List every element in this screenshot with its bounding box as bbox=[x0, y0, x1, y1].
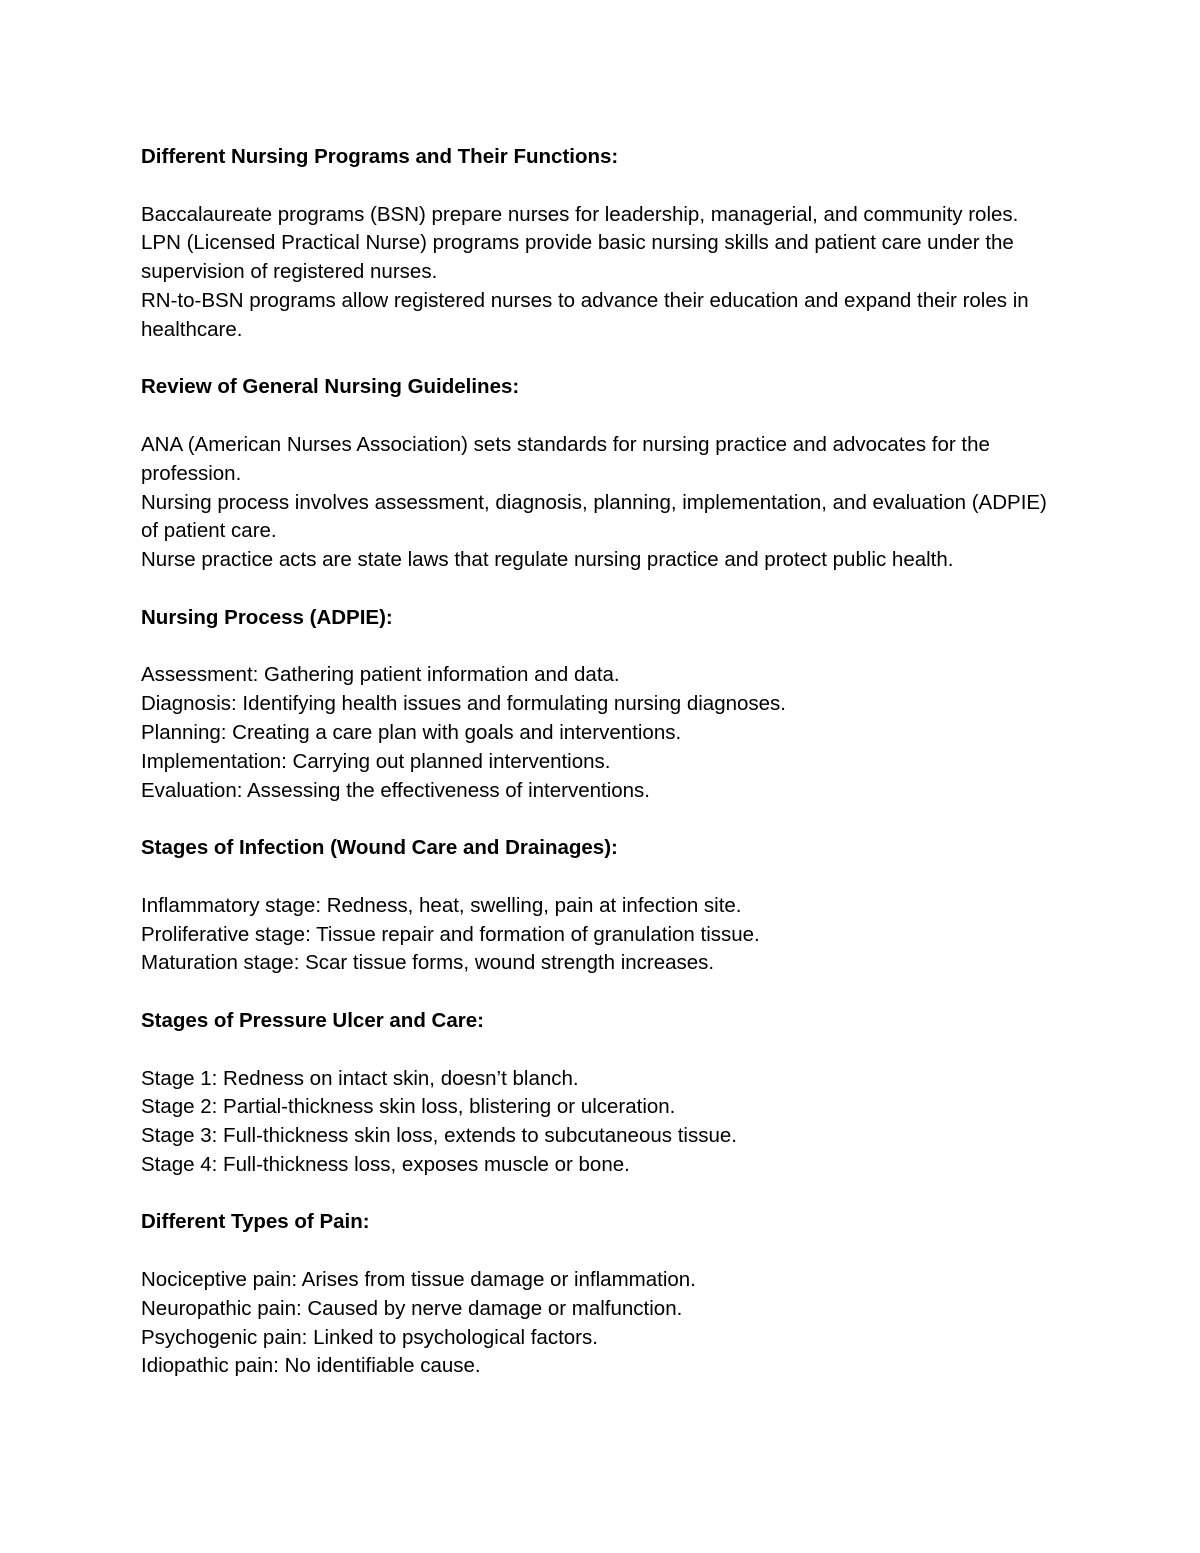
section-nursing-programs bbox=[141, 143, 1061, 345]
section-general-guidelines bbox=[141, 373, 1061, 575]
paragraph-line: Implementation: Carrying out planned interventions. bbox=[141, 749, 611, 773]
paragraph-line: Nursing process involves assessment, diagnosis, planning, implementation, and evaluation (ADPIE) of patient care. bbox=[141, 490, 1047, 543]
section-heading: Review of General Nursing Guidelines: bbox=[141, 375, 520, 399]
paragraph-line: Neuropathic pain: Caused by nerve damage or malfunction. bbox=[141, 1296, 683, 1320]
paragraph-line: Assessment: Gathering patient information and data. bbox=[141, 663, 620, 687]
paragraph-line: Stage 1: Redness on intact skin, doesn’t blanch. bbox=[141, 1066, 579, 1090]
section-nursing-process bbox=[141, 604, 1061, 806]
section-stages-of-infection bbox=[141, 834, 1061, 978]
section-heading: Different Types of Pain: bbox=[141, 1210, 370, 1234]
section-heading: Stages of Infection (Wound Care and Drainages): bbox=[141, 836, 618, 860]
section-heading: Nursing Process (ADPIE): bbox=[141, 605, 393, 629]
paragraph-line: Stage 2: Partial-thickness skin loss, blistering or ulceration. bbox=[141, 1095, 676, 1119]
paragraph-line: LPN (Licensed Practical Nurse) programs provide basic nursing skills and patient care under the supervision of registered nurses. bbox=[141, 231, 1014, 284]
paragraph-line: Inflammatory stage: Redness, heat, swelling, pain at infection site. bbox=[141, 893, 742, 917]
paragraph-line: Idiopathic pain: No identifiable cause. bbox=[141, 1354, 481, 1378]
section-types-of-pain bbox=[141, 1208, 1061, 1381]
paragraph-line: Diagnosis: Identifying health issues and formulating nursing diagnoses. bbox=[141, 692, 786, 716]
paragraph-line: Nurse practice acts are state laws that regulate nursing practice and protect public health. bbox=[141, 548, 954, 572]
paragraph-line: Stage 3: Full-thickness skin loss, extends to subcutaneous tissue. bbox=[141, 1124, 737, 1148]
paragraph-line: Baccalaureate programs (BSN) prepare nurses for leadership, managerial, and community roles. bbox=[141, 202, 1019, 226]
paragraph-line: Psychogenic pain: Linked to psychological factors. bbox=[141, 1325, 598, 1349]
document-page bbox=[141, 143, 1061, 1410]
paragraph-line: Stage 4: Full-thickness loss, exposes muscle or bone. bbox=[141, 1152, 630, 1176]
paragraph-line: Proliferative stage: Tissue repair and formation of granulation tissue. bbox=[141, 922, 760, 946]
section-pressure-ulcer bbox=[141, 1007, 1061, 1180]
section-heading: Stages of Pressure Ulcer and Care: bbox=[141, 1008, 484, 1032]
paragraph-line: ANA (American Nurses Association) sets standards for nursing practice and advocates for the profession. bbox=[141, 432, 990, 485]
section-heading: Different Nursing Programs and Their Functions: bbox=[141, 145, 619, 168]
paragraph-line: Evaluation: Assessing the effectiveness of interventions. bbox=[141, 778, 651, 802]
paragraph-line: Maturation stage: Scar tissue forms, wound strength increases. bbox=[141, 951, 715, 975]
paragraph-line: Nociceptive pain: Arises from tissue damage or inflammation. bbox=[141, 1268, 696, 1292]
paragraph-line: RN-to-BSN programs allow registered nurses to advance their education and expand their roles in healthcare. bbox=[141, 288, 1029, 341]
paragraph-line: Planning: Creating a care plan with goals and interventions. bbox=[141, 720, 682, 744]
